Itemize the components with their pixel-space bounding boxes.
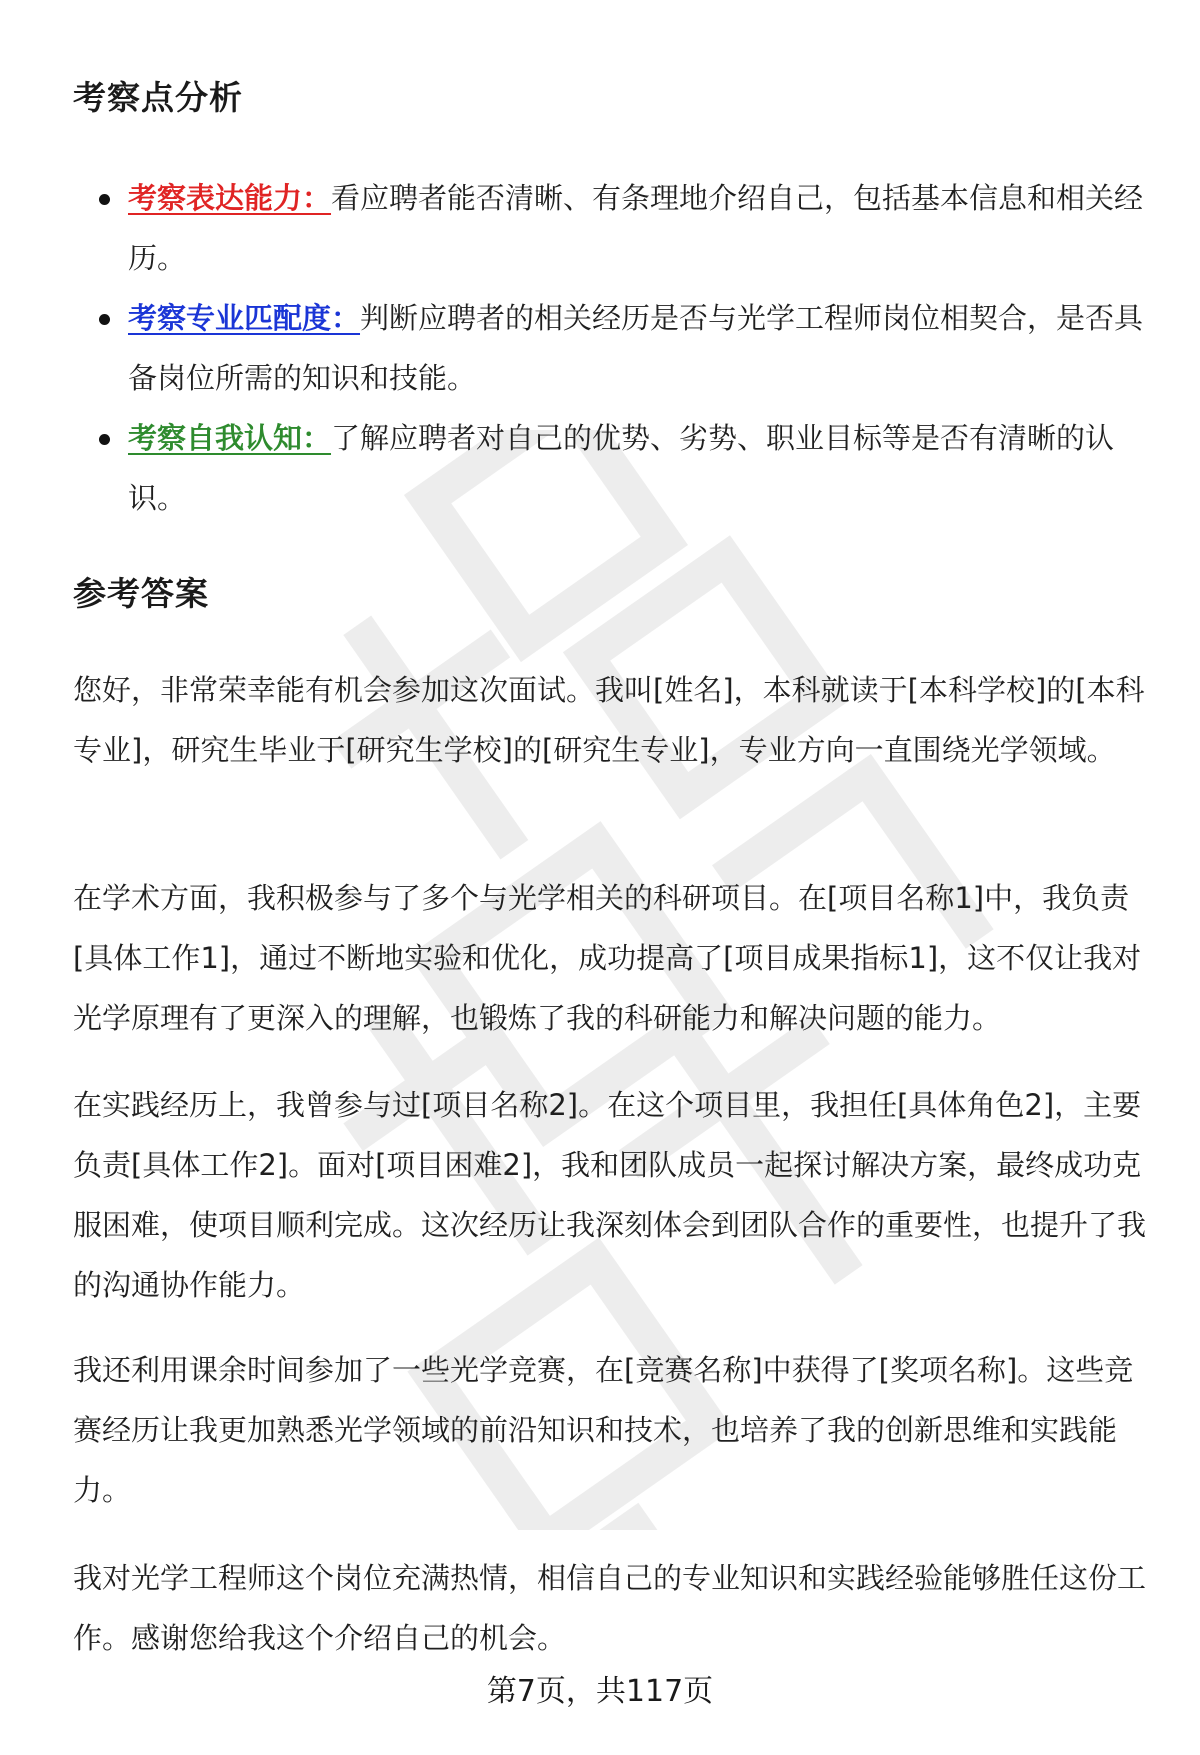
analysis-point-list [73, 168, 1158, 528]
section-title-answer: 参考答案 [73, 574, 209, 613]
answer-paragraph-text: 我还利用课余时间参加了一些光学竞赛，在[竞赛名称]中获得了[奖项名称]。这些竞赛经历让我更加熟悉光学领域的前沿知识和技术，也培养了我的创新思维和实践能力。 [73, 1353, 1134, 1507]
section-title-analysis: 考察点分析 [73, 78, 243, 117]
analysis-point-keyword: 考察自我认知： [128, 421, 332, 455]
answer-paragraph-text: 在学术方面，我积极参与了多个与光学相关的科研项目。在[项目名称1]中，我负责[具体工作1]，通过不断地实验和优化，成功提高了[项目成果指标1]，这不仅让我对光学原理有了更深入的理解，也锻炼了我的科研能力和解决问题的能力。 [73, 881, 1142, 1035]
answer-paragraph-text: 我对光学工程师这个岗位充满热情，相信自己的专业知识和实践经验能够胜任这份工作。感谢您给我这个介绍自己的机会。 [73, 1561, 1147, 1655]
bullet-icon [99, 194, 110, 205]
analysis-point-keyword: 考察专业匹配度： [128, 301, 361, 335]
analysis-point-text: 看应聘者能否清晰、有条理地介绍自己，包括基本信息和相关经历。 [128, 181, 1144, 275]
answer-paragraph [73, 868, 1158, 1048]
analysis-point-text: 了解应聘者对自己的优势、劣势、职业目标等是否有清晰的认识。 [128, 421, 1115, 515]
analysis-point [73, 168, 1158, 288]
analysis-point-text: 判断应聘者的相关经历是否与光学工程师岗位相契合，是否具备岗位所需的知识和技能。 [128, 301, 1144, 395]
answer-paragraph-text: 您好，非常荣幸能有机会参加这次面试。我叫[姓名]，本科就读于[本科学校]的[本科专业]，研究生毕业于[研究生学校]的[研究生专业]，专业方向一直围绕光学领域。 [73, 673, 1145, 767]
answer-paragraph [73, 660, 1158, 780]
answer-paragraph [73, 1340, 1158, 1520]
analysis-point [73, 288, 1158, 408]
bullet-icon [99, 434, 110, 445]
answer-paragraph [73, 1548, 1158, 1668]
answer-paragraph [73, 1075, 1158, 1315]
analysis-point-keyword: 考察表达能力： [128, 181, 332, 215]
answer-paragraph-text: 在实践经历上，我曾参与过[项目名称2]。在这个项目里，我担任[具体角色2]，主要负责[具体工作2]。面对[项目困难2]，我和团队成员一起探讨解决方案，最终成功克服困难，使项目顺利完成。这次经历让我深刻体会到团队合作的重要性，也提升了我的沟通协作能力。 [73, 1088, 1147, 1302]
analysis-point [73, 408, 1158, 528]
bullet-icon [99, 314, 110, 325]
page-number-footer: 第7页，共117页 [486, 1674, 714, 1709]
